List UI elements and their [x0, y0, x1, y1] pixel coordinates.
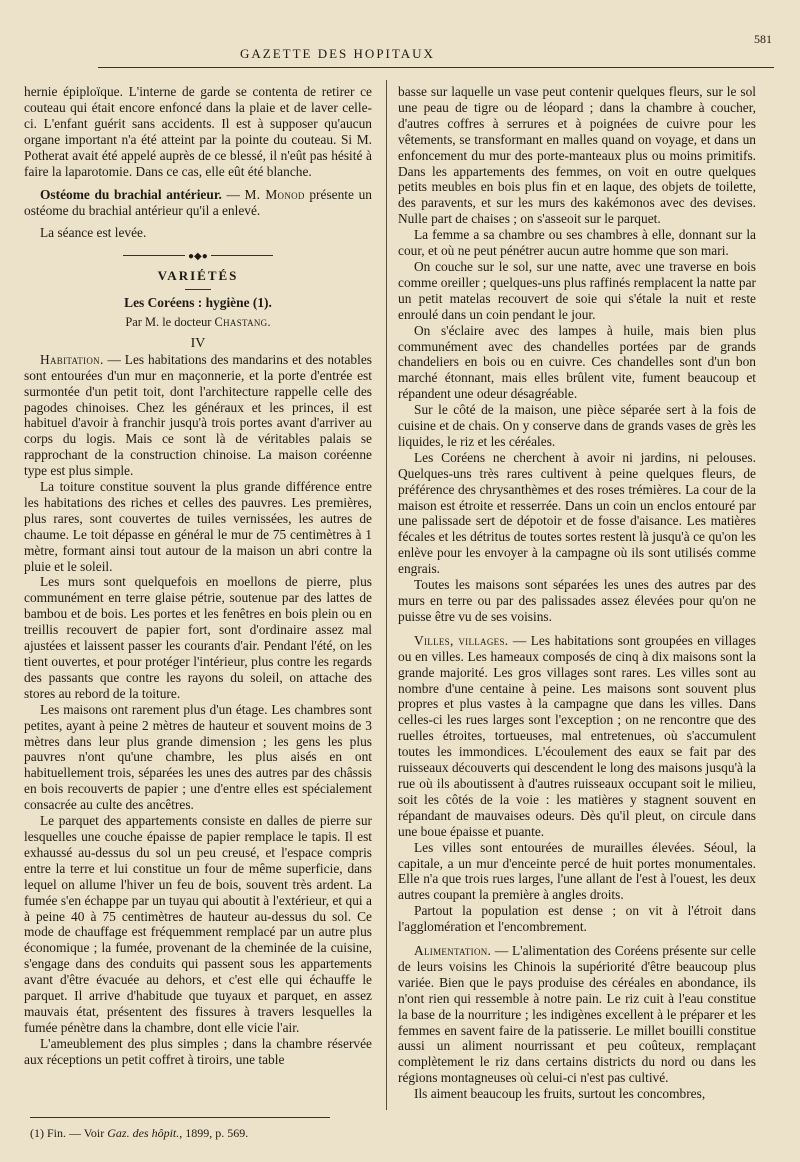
running-head: GAZETTE DES HOPITAUX: [240, 46, 435, 61]
paragraph: Ils aiment beaucoup les fruits, surtout les concombres,: [414, 1086, 706, 1102]
paragraph: Les murs sont quelquefois en moellons de pierre, plus communément en terre glaise pétrie, soutenue par des lattes de bambou et de bois. Les portes et les fenêtres en bois plein ou en treillis recouvert de papier fort, sont d'ordinaire assez mal ajustées et laissent passer les courants d'air. Pendant l'été, on les tient ouvertes, et pour protéger l'intérieur, plus contre les regards des passants que contre les rayons du soleil, on attache des stores au rebord de la toiture.: [24, 574, 372, 701]
seance-line: La séance est levée.: [40, 225, 147, 241]
paragraph: On couche sur le sol, sur une natte, avec une traverse en bois comme oreiller ; quelques-uns plus raffinés remplacent la natte par un petit matelas recouvert de soie qui s'étale la nuit et reste enroulé dans un coin pendant le jour.: [398, 258, 756, 322]
paragraph: Les Coréens ne cherchent à avoir ni jardins, ni pelouses. Quelques-uns très rares cultivent à peine quelques fleurs, de préférence des chrysanthèmes et des roses trémières. La cour de la maison est étroite et resserrée. Dans un coin un enclos entouré par une palissade sert de dépotoir et de fosse d'aisance. Les matières fécales et les détritus de toutes sortes restent là jusqu'à ce qu'on les enlève pour les envoyer à la campagne où ils sont utilisés comme engrais.: [398, 449, 756, 577]
author-name: Chastang: [214, 314, 268, 329]
paragraph: Les maisons ont rarement plus d'un étage. Les chambres sont petites, ayant à peine 2 mètres de hauteur et souvent moins de 3 mètres dans leur plus grande dimension ; les gens les plus pauvres n'ont qu'une chambre, les plus aisés en ont habituellement trois, séparées les unes des autres par des châssis en bois recouverts de papier ; une d'entre elles est spécialement consacrée au culte des ancêtres.: [24, 701, 372, 813]
part-number: IV: [190, 335, 206, 351]
ornament-icon: ●◆●: [185, 249, 211, 265]
article-title: Les Coréens : hygiène (1).: [124, 295, 272, 311]
villes-paragraph: Villes, villages. — Les habitations sont groupées en villages ou en villes. Les hameaux composés de cinq à dix maisons sont la grande majorité. Les gros villages sont rares. Les villes sont au nombre d'une centaine à peine. Les maisons sont souvent plus propres et plus vastes à la campagne que dans les villes. Dans celles-ci les rues larges sont l'exception ; on ne rencontre que des ruelles étroites, tortueuses, mal entretenues, où s'accumulent toutes les immondices. L'écoulement des eaux se fait par des ruisseaux découverts qui descendent le long des maisons jusqu'à la rue où ils aboutissent à d'autres ruisseaux occupant soit le milieu, soit les côtés de la voie : les matières y stagnent souvent en répandant de mauvaises odeurs. Dès qu'il pleut, on circule dans une boue épaisse et puante.: [398, 632, 756, 839]
subhead-osteome: Ostéome du brachial antérieur.: [40, 187, 222, 203]
alimentation-paragraph: Alimentation. — L'alimentation des Coréens présente sur celle de leurs voisins les Chinois la supériorité d'être beaucoup plus variée. Bien que le pays produise des céréales en abondance, ils n'ont rien qui ressemble à notre pain. Le riz cuit à l'eau constitue la base de la nourriture ; les indigènes excellent à le préparer et les femmes en savent faire de la patisserie. Le millet bouilli constitue aussi un aliment nourrissant et peu coûteux, remplaçant complètement le riz dans certains districts du nord ou dans les régions montagneuses où celui-ci n'est pas cultivé.: [398, 943, 756, 1086]
habitation-paragraph: Habitation. — Les habitations des mandarins et des notables sont entourées d'un mur en maçonnerie, et la porte d'entrée est surmontée d'un petit toit, dont l'architecture rappelle celle des pagodes chinoises. Chez les généraux et les princes, il est habituel d'avoir à franchir jusqu'à trois portes avant d'arriver au corps du logis. Mais ce sont là de véritables palais se rapprochant de la construction chinoise. La maison coréenne type est plus simple.: [24, 351, 372, 479]
left-column: [24, 84, 372, 1068]
short-rule: [185, 289, 211, 290]
osteome-paragraph: Ostéome du brachial antérieur. — M. Monod présente un ostéome du brachial antérieur qu'il a enlevé.: [24, 187, 372, 219]
paragraph: basse sur laquelle un vase peut contenir quelques fleurs, sur le sol une peau de tigre ou de léopard ; dans la chambre à coucher, d'autres coffres à serrures et à poignées de cuivre pour les vêtements, se transformant en malles quand on voyage, et dans un enfoncement du mur des porte-manteaux plus ou moins primitifs. Dans les appartements des femmes, on voit en outre quelques petits meubles en bois plus fin et en laque, des objets de toilette, des paravents, et sur les murs des kakémonos avec des devises. Nulle part de chaises ; on s'asseoit sur le parquet.: [398, 84, 756, 227]
footnote-source: Gaz. des hôpit.: [107, 1126, 180, 1140]
subhead-alimentation: Alimentation.: [414, 943, 492, 959]
page-number: 581: [754, 32, 772, 46]
paragraph: Sur le côté de la maison, une pièce séparée sert à la fois de cuisine et de chais. On y conserve dans de grands vases de grès les liquides, le riz et les céréales.: [398, 402, 756, 449]
subhead-habitation: Habitation.: [40, 351, 104, 367]
right-column: [398, 84, 756, 1102]
paragraph: Toutes les maisons sont séparées les unes des autres par des murs en terre ou par des palissades assez élevées pour qu'on ne puisse être vu de ses voisins.: [398, 577, 756, 624]
paragraph: hernie épiploïque. L'interne de garde se contenta de retirer ce couteau qui était encore enfoncé dans la plaie et de laver celle-ci. L'enfant guérit sans accidents. Il est à supposer qu'aucun organe important n'a été atteint par la pointe du couteau. Si M. Potherat avait été appelé auprès de ce blessé, il n'eût pas hésité à faire la laparotomie. Dans ce cas, elle eût été blanche.: [24, 84, 372, 179]
section-ornament: [123, 251, 273, 263]
paragraph: Partout la population est dense ; on vit à l'étroit dans l'agglomération et l'encombrement.: [398, 903, 756, 935]
paragraph: On s'éclaire avec des lampes à huile, mais bien plus communément avec des chandelles portées par de grands chandeliers en bois ou en cuivre. Ces chandelles sont d'un bon marché étonnant, mais elles brûlent vite, fument beaucoup et répandent une odeur désagréable.: [398, 322, 756, 402]
author-name: M. Monod: [244, 187, 305, 203]
paragraph: La toiture constitue souvent la plus grande différence entre les habitations des riches et celles des pauvres. Les premières, plus rares, sont couvertes de tuiles vernissées, les autres de chaume. Le toit dépasse en général le mur de 75 centimètres à 1 mètre, formant ainsi tout autour de la maison un abri contre la pluie et le soleil.: [24, 479, 372, 574]
paragraph: Les villes sont entourées de murailles élevées. Séoul, la capitale, a un mur d'enceinte percé de huit portes monumentales. Elle n'a que trois rues larges, l'une allant de l'est à l'ouest, les deux autres coupant la première à angles droits.: [398, 839, 756, 903]
paragraph: La femme a sa chambre ou ses chambres à elle, donnant sur la cour, et où ne peut pénétrer aucun autre homme que son mari.: [398, 227, 756, 259]
footnote-rule: [30, 1117, 330, 1118]
paragraph: Le parquet des appartements consiste en dalles de pierre sur lesquelles une couche épaisse de papier remplace le tapis. Il est exhaussé au-dessus du sol un peu creusé, et l'espace compris entre la terre et lui constitue un four de même superficie, dans lequel on allume l'hiver un feu de bois, souvent très ardent. La fumée s'en échappe par un tuyau qui aboutit à l'extérieur, et qui a à peine 40 à 75 centimètres de hauteur au-dessus du sol. Ce mode de chauffage est fréquemment remplacé par un autre plus économique ; la fumée, provenant de la cheminée de la cuisine, s'engage dans des conduits qui passent sous les appartements avant d'être évacuée au dehors, et c'est elle qui échauffe le parquet. Il arrive d'habitude que tuyaux et parquet, en assez mauvais état, présentent des fissures à travers lesquelles la fumée pénètre dans la chambre, dont elle vicie l'air.: [24, 813, 372, 1035]
subhead-villes: Villes, villages.: [414, 632, 509, 648]
paragraph: L'ameublement des plus simples ; dans la chambre réservée aux réceptions un petit coffret à tiroirs, une table: [24, 1035, 372, 1067]
column-divider: [386, 80, 387, 1110]
header-rule: [98, 67, 774, 68]
byline: Par M. le docteur Chastang.: [125, 314, 271, 329]
section-title: VARIÉTÉS: [157, 268, 239, 284]
footnote: (1) Fin. — Voir Gaz. des hôpit., 1899, p. 569.: [30, 1126, 249, 1140]
